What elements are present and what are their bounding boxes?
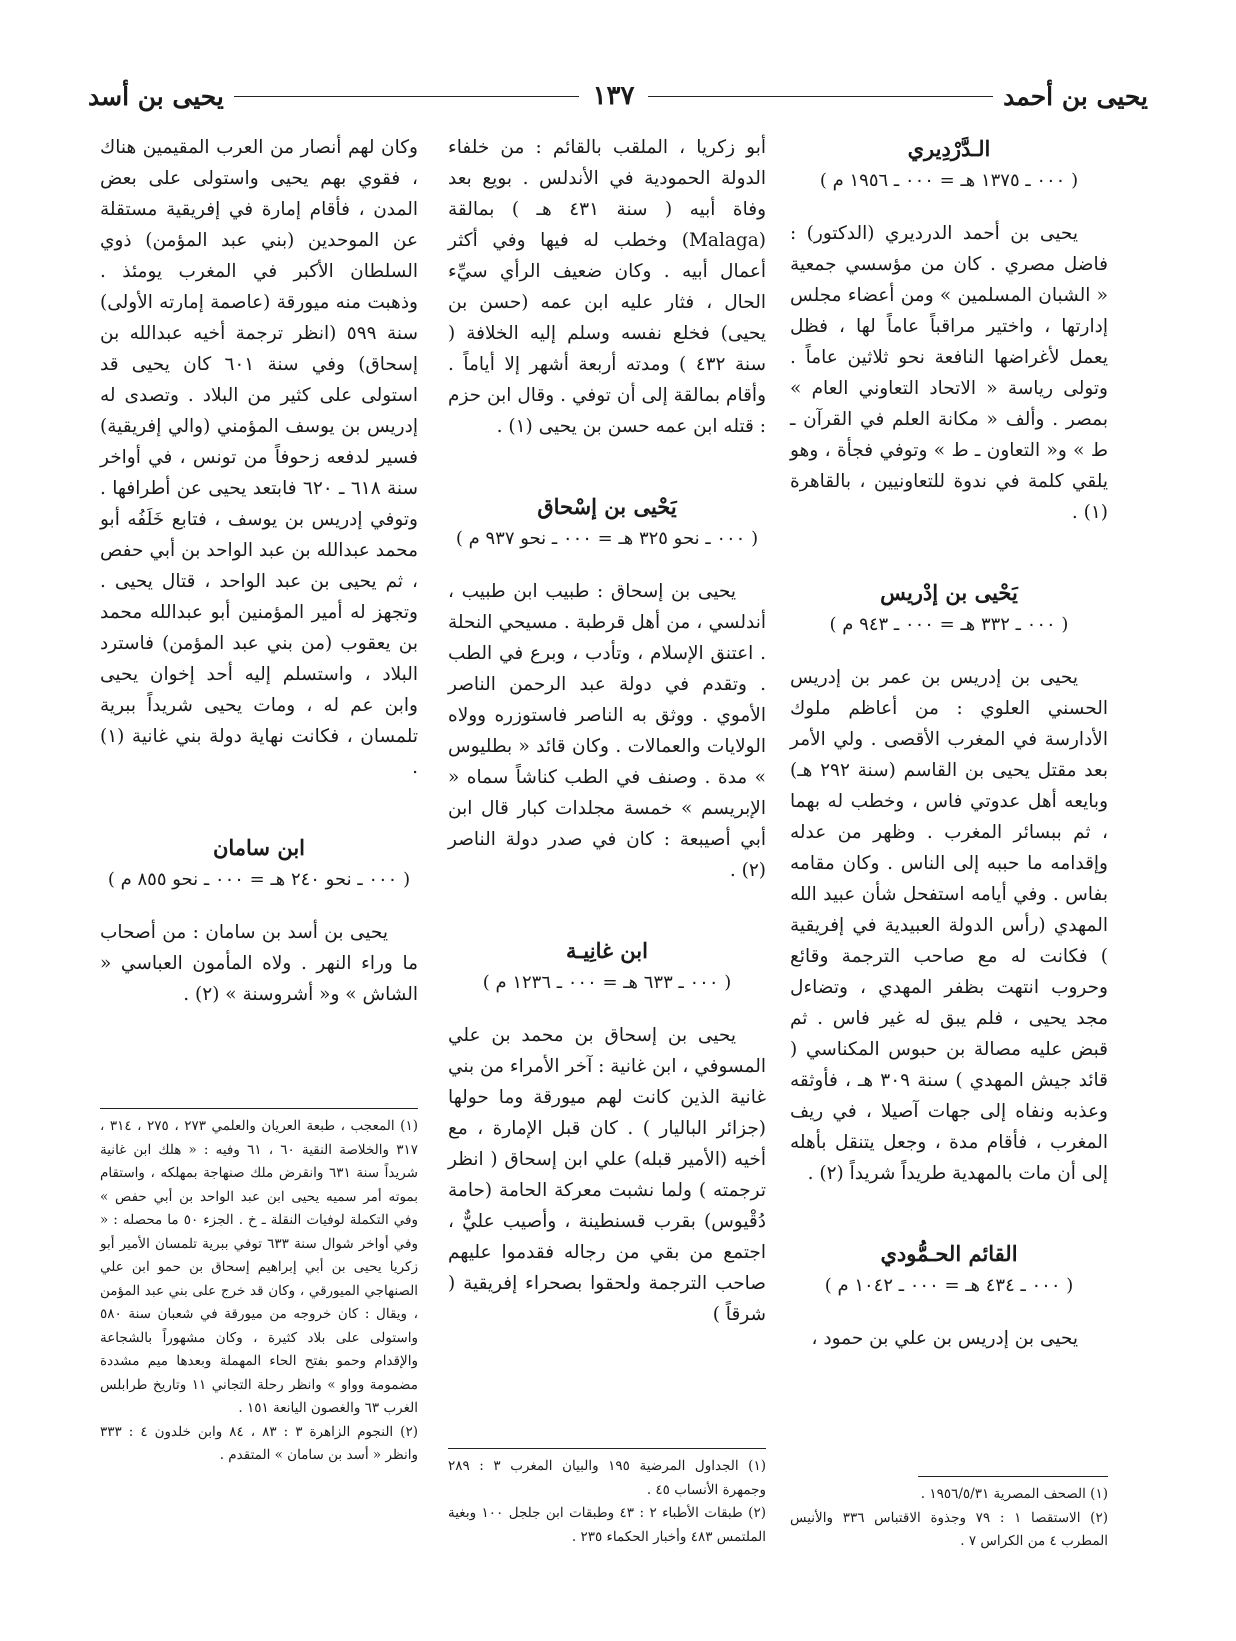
footnotes-middle xyxy=(448,1448,766,1549)
column-middle xyxy=(448,132,766,1330)
entry-body: يحيى بن إسحاق بن محمد بن علي المسوفي ، ابن غانية : آخر الأمراء من بني غانية الذين كانت لهم ميورقة وما حولها (جزائر الباليار ) . كان قبل الإمارة ، مع أخيه (الأمير قبله) علي ابن إسحاق ( انظر ترجمته ) ولما نشبت معركة الحامة (حامة دُقْيوس) بقرب قسنطينة ، وأصيب عليٌّ ، اجتمع من بقي من رجاله فقدموا عليهم صاحب الترجمة ولحقوا بصحراء إفريقية ( شرقاً ) xyxy=(448,1025,766,1325)
footnote: (٢) الاستقصا ١ : ٧٩ وجذوة الاقتباس ٣٣٦ والأنيس المطرب ٤ من الكراس ٧ . xyxy=(790,1509,1108,1549)
entry-title: يَحْيى بن إسْحاق xyxy=(537,494,677,519)
entry-dates: ( ٠٠٠ ـ ٦٣٣ هـ = ٠٠٠ ـ ١٢٣٦ م ) xyxy=(482,972,732,993)
entry-body-continued: وكان لهم أنصار من العرب المقيمين هناك ، فقوي بهم يحيى واستولى على بعض المدن ، فأقام إمارة في إفريقية مستقلة عن الموحدين (بني عبد المؤمن) ذوي السلطان الأكبر في المغرب يومئذ . وذهبت منه ميورقة (عاصمة إمارته الأولى) سنة ٥٩٩ (انظر ترجمة أخيه عبدالله بن إسحاق) وفي سنة ٦٠١ كان يحيى قد استولى على كثير من البلاد . وتصدى له إدريس بن يوسف المؤمني (والي إفريقية) فسير لدفعه زحوفاً من تونس ، في أواخر سنة ٦١٨ ـ ٦٢٠ فابتعد يحيى عن أطرافها . وتوفي إدريس بن يوسف ، فتابع خَلَفُه أبو محمد عبدالله بن عبد الواحد بن أبي حفص ، ثم يحيى بن عبد الواحد ، قتال يحيى . وتجهز له أمير المؤمنين أبو عبدالله محمد بن يعقوب (من بني عبد المؤمن) فاسترد البلاد ، واستسلم إليه أحد إخوان يحيى وابن عم له ، ومات يحيى شريداً ببرية تلمسان ، فكانت نهاية دولة بني غانية (١) . xyxy=(100,137,418,778)
entry-title: ابن سامان xyxy=(212,835,306,860)
header-rule xyxy=(234,96,579,97)
entry-dates: ( ٠٠٠ ـ ٣٣٢ هـ = ٠٠٠ ـ ٩٤٣ م ) xyxy=(829,614,1069,635)
footnotes-right xyxy=(790,1476,1108,1554)
entry-title: القائم الحـمُّودي xyxy=(880,1241,1018,1266)
entry-body: يحيى بن إدريس بن عمر بن إدريس الحسني العلوي : من أعاظم ملوك الأدارسة في المغرب الأقصى . ولي الأمر بعد مقتل يحيى بن القاسم (سنة ٢٩٢ هـ) وبايعه أهل عدوتي فاس ، وخطب له بهما ، ثم ببسائر المغرب . وظهر من عدله وإقدامه ما حببه إلى الناس . وكان مقامه بفاس . وفي أيامه استفحل شأن عبيد الله المهدي (رأس الدولة العبيدية في إفريقية ) فكانت له مع صاحب الترجمة وقائع وحروب انتهت بظفر المهدي ، وتضاءل مجد يحيى ، فلم يبق له غير فاس . ثم قبض عليه مصالة بن حبوس المكناسي ( قائد جيش المهدي ) سنة ٣٠٩ هـ ، فأوثقه وعذبه ونفاه إلى جهات آصيلا ، في ريف المغرب ، فأقام مدة ، وجعل يتنقل بأهله إلى أن مات بالمهدية طريداً شريداً (٢) . xyxy=(790,667,1108,1184)
header-right-title: يحيى بن أحمد xyxy=(1003,81,1148,111)
running-header xyxy=(88,78,1148,114)
footnote: (١) الجداول المرضية ١٩٥ والبيان المغرب ٣ : ٢٨٩ وجمهرة الأنساب ٤٥ . xyxy=(448,1458,766,1498)
column-right xyxy=(790,132,1108,1354)
page-number: ١٣٧ xyxy=(592,81,635,111)
footnote: (١) الصحف المصرية ١٩٥٦/٥/٣١ . xyxy=(920,1486,1108,1502)
footnote: (١) المعجب ، طبعة العريان والعلمي ٢٧٣ ، ٢٧٥ ، ٣١٤ ، ٣١٧ والخلاصة النقية ٦٠ ، ٦١ وفيه : « هلك ابن غانية شريداً سنة ٦٣١ وانقرض ملك صنهاجة بمهلكه ، واستقام بموته أمر سميه يحيى ابن عبد الواحد بن أبي حفص » وفي التكملة لوفيات النقلة ـ خ . الجزء ٥٠ ما محصله : « وفي أواخر شوال سنة ٦٣٣ توفي ببرية تلمسان الأمير أبو زكريا يحيى بن أبي إبراهيم إسحاق بن حمو ابن علي الصنهاجي الميورقي ، وكان قد خرج على بني عبد المؤمن ، ويقال : كان خروجه من ميورقة في شعبان سنة ٥٨٠ واستولى على بلاد كثيرة ، وكان مشهوراً بالشجاعة والإقدام وحمو بفتح الحاء المهملة وبعدها ميم مشددة مضمومة وواو » وانظر رحلة التجاني ١١ وتاريخ طرابلس الغرب ٦٣ والغصون اليانعة ١٥١ . xyxy=(100,1118,418,1416)
footnote-rule xyxy=(100,1108,418,1109)
entry-body: يحيى بن أسد بن سامان : من أصحاب ما وراء النهر . ولاه المأمون العباسي « الشاش » و« أشروسنة » (٢) . xyxy=(100,922,418,1005)
entry-title: ابن غانِيـة xyxy=(566,938,648,963)
entry-dates: ( ٠٠٠ ـ ٤٣٤ هـ = ٠٠٠ ـ ١٠٤٢ م ) xyxy=(824,1275,1074,1296)
entry-body-continued: أبو زكريا ، الملقب بالقائم : من خلفاء الدولة الحمودية في الأندلس . بويع بعد وفاة أبيه ( سنة ٤٣١ هـ ) بمالقة (Malaga) وخطب له فيها وفي أكثر أعمال أبيه . وكان ضعيف الرأي سيِّء الحال ، فثار عليه ابن عمه (حسن بن يحيى) فخلع نفسه وسلم إليه الخلافة ( سنة ٤٣٢ ) ومدته أربعة أشهر إلا أياماً . وأقام بمالقة إلى أن توفي . وقال ابن حزم : قتله ابن عمه حسن بن يحيى (١) . xyxy=(448,137,767,437)
header-left-title: يحيى بن أسد xyxy=(88,81,224,111)
entry-body: يحيى بن إسحاق : طبيب ابن طبيب ، أندلسي ، من أهل قرطبة . مسيحي النحلة . اعتنق الإسلام ، وتأدب ، وبرع في الطب . وتقدم في دولة عبد الرحمن الناصر الأموي . ووثق به الناصر فاستوزره وولاه الولايات والعمالات . وكان قائد « بطليوس » مدة . وصنف في الطب كناشاً سماه « الإبريسم » خمسة مجلدات كبار قال ابن أبي أصيبعة : كان في صدر دولة الناصر (٢) . xyxy=(448,581,766,881)
entry-dates: ( ٠٠٠ ـ نحو ٣٢٥ هـ = ٠٠٠ ـ نحو ٩٣٧ م ) xyxy=(455,528,759,549)
footnotes-left xyxy=(100,1108,418,1468)
footnote-rule xyxy=(918,1476,1108,1477)
entry-body: يحيى بن أحمد الدرديري (الدكتور) : فاضل مصري . كان من مؤسسي جمعية « الشبان المسلمين » ومن أعضاء مجلس إدارتها ، واختير مراقباً عاماً لها ، فظل يعمل لأغراضها النافعة نحو ثلاثين عاماً . وتولى رياسة « الاتحاد التعاوني العام » بمصر . وألف « مكانة العلم في القرآن ـ ط » و« التعاون ـ ط » وتوفي فجأة ، وهو يلقي كلمة في ندوة للتعاونيين ، بالقاهرة (١) . xyxy=(790,223,1108,523)
entry-dates: ( ٠٠٠ ـ نحو ٢٤٠ هـ = ٠٠٠ ـ نحو ٨٥٥ م ) xyxy=(107,869,411,890)
footnote: (٢) النجوم الزاهرة ٣ : ٨٣ ، ٨٤ وابن خلدون ٤ : ٣٣٣ وانظر « أسد بن سامان » المتقدم . xyxy=(100,1423,418,1463)
footnote: (٢) طبقات الأطباء ٢ : ٤٣ وطبقات ابن جلجل ١٠٠ وبغية الملتمس ٤٨٣ وأخبار الحكماء ٢٣٥ . xyxy=(448,1505,766,1545)
header-rule xyxy=(648,96,993,97)
entry-title: يَحْيى بن إدْريس xyxy=(880,580,1018,605)
column-left xyxy=(100,132,418,1010)
entry-dates: ( ٠٠٠ ـ ١٣٧٥ هـ = ٠٠٠ ـ ١٩٥٦ م ) xyxy=(819,170,1079,191)
entry-body: يحيى بن إدريس بن علي بن حمود ، xyxy=(811,1328,1078,1349)
entry-title: الـدَّرْدِيري xyxy=(907,136,991,161)
footnote-rule xyxy=(448,1448,766,1449)
